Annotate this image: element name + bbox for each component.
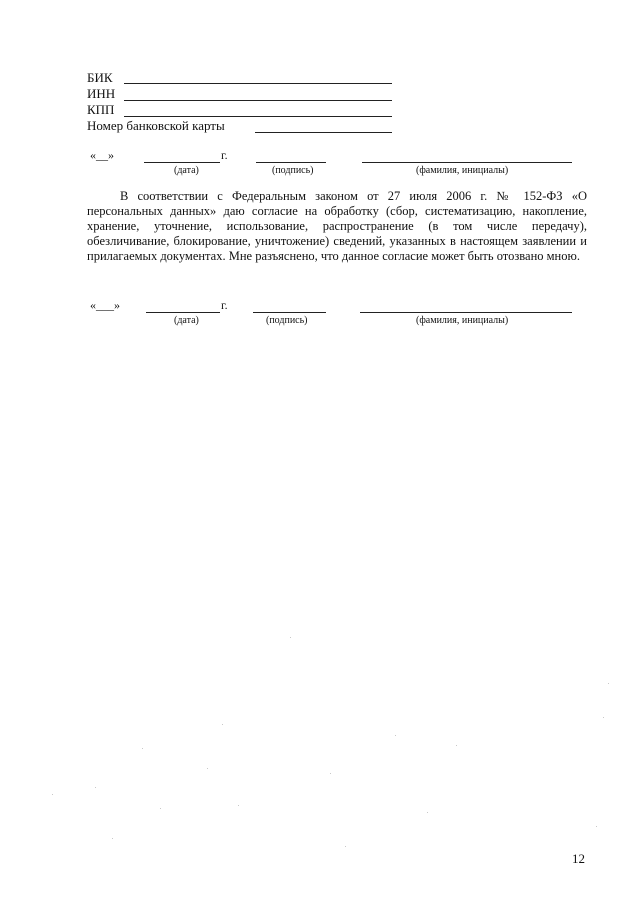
name-caption: (фамилия, инициалы) [416,165,509,176]
consent-paragraph: В соответствии с Федеральным законом от 27 июля 2006 г. № 152-ФЗ «О персональных данных» даю согласие на обработку (сбор, систематизацию, накопление, хранение, уточнение, использование, распространение (в том числе передачу), обезличивание, блокирование, уничтожение) сведений, указанных в настоящем заявлении и прилагаемых документах. Мне разъяснено, что данное согласие может быть отозвано мною. [87,189,587,263]
date-line [144,162,220,163]
date-day-quotes: «___» [90,298,120,312]
scan-speck [427,812,428,813]
page-number: 12 [572,851,585,866]
scan-speck [207,768,208,769]
inn-field [87,86,115,102]
signature-caption: (подпись) [272,165,314,176]
date-caption: (дата) [174,315,199,326]
scan-speck [395,735,396,736]
scan-speck [290,637,291,638]
scan-speck [608,683,609,684]
date-caption: (дата) [174,165,199,176]
name-line [362,162,572,163]
signature-block-2 [90,298,590,328]
signature-line [256,162,326,163]
scan-speck [95,787,96,788]
year-suffix: г. [221,298,228,312]
scan-speck [345,846,346,847]
date-day-quotes: «__» [90,148,114,162]
name-line [360,312,572,313]
scan-speck [596,826,597,827]
scan-speck [222,724,223,725]
scan-speck [160,808,161,809]
date-line [146,312,220,313]
kpp-line [124,116,392,117]
bik-label: БИК [87,70,113,85]
bik-line [124,83,392,84]
inn-line [124,100,392,101]
signature-block-1 [90,148,590,178]
signature-line [253,312,326,313]
bik-field [87,70,113,86]
scan-speck [238,805,239,806]
name-caption: (фамилия, инициалы) [416,315,509,326]
scan-speck [112,838,113,839]
scan-speck [142,748,143,749]
year-suffix: г. [221,148,228,162]
scan-speck [603,717,604,718]
card-number-label: Номер банковской карты [87,118,225,133]
scan-speck [330,773,331,774]
inn-label: ИНН [87,86,116,101]
card-number-line [255,132,392,133]
card-number-field [87,118,225,134]
kpp-field [87,102,114,118]
scan-speck [456,745,457,746]
signature-caption: (подпись) [266,315,308,326]
kpp-label: КПП [87,102,115,117]
scan-speck [52,794,53,795]
